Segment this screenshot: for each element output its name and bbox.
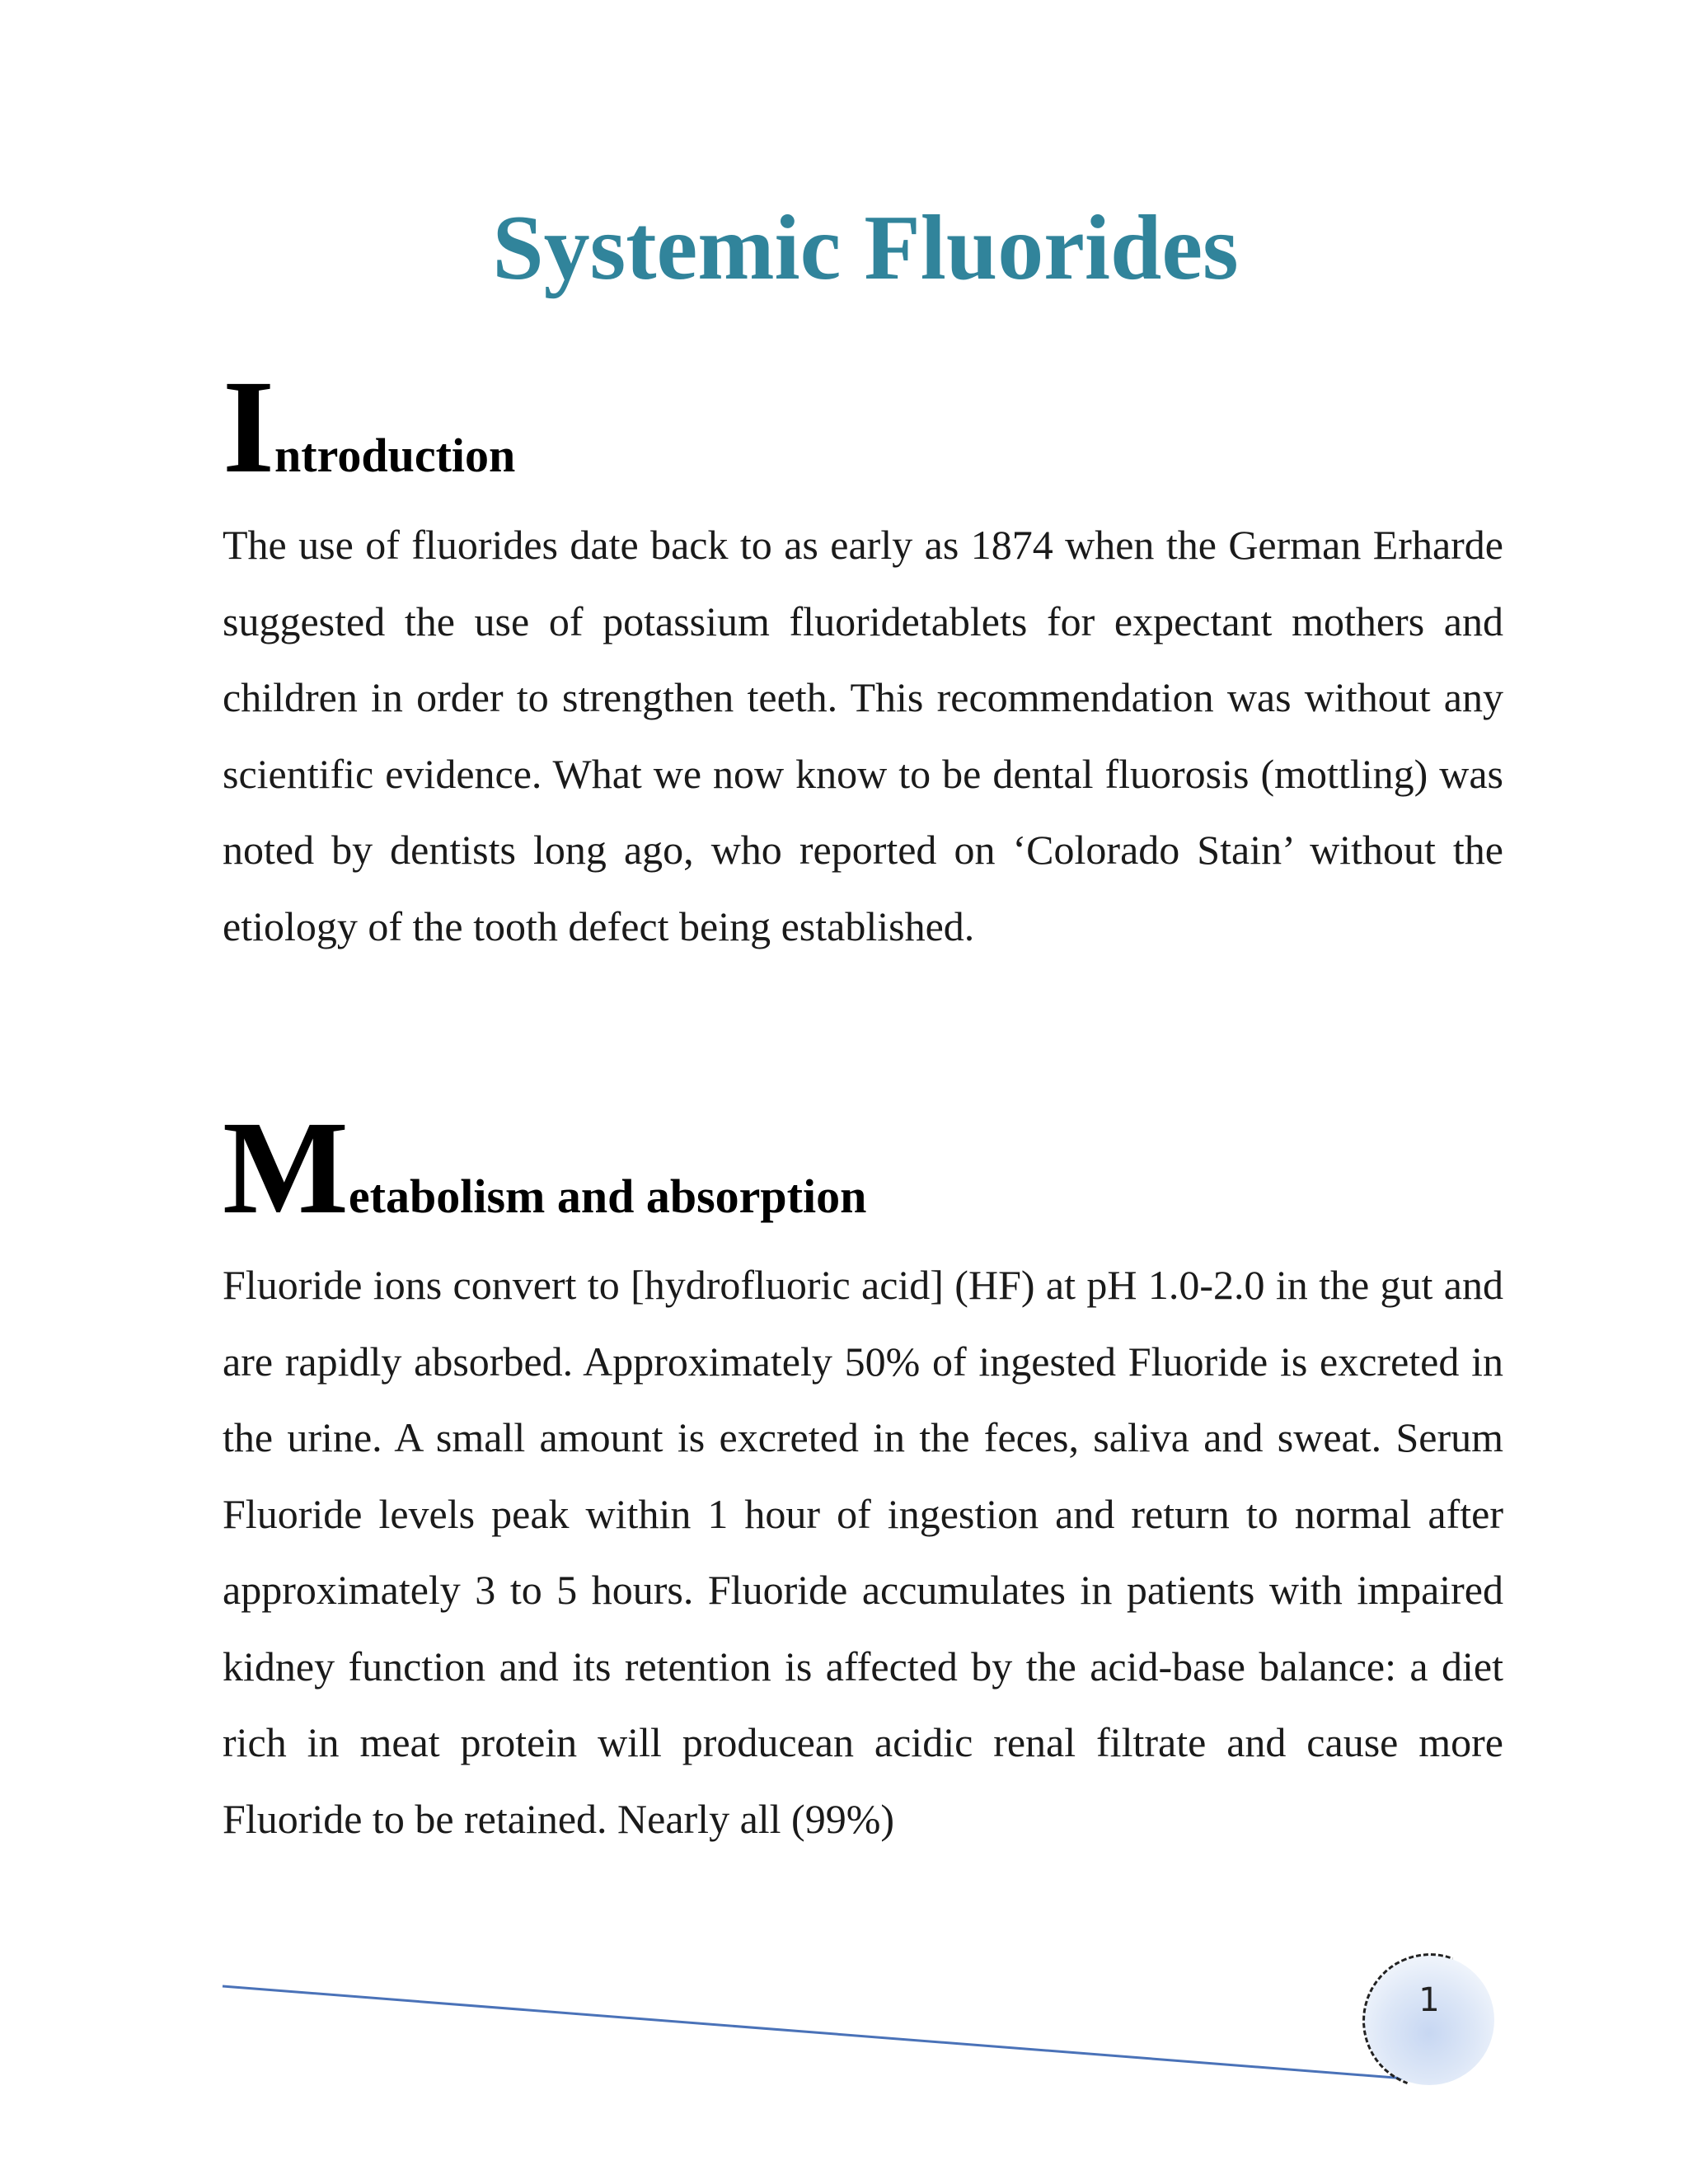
page-number-badge — [1364, 1955, 1494, 2085]
heading-initial: I — [223, 354, 275, 501]
page-title: Systemic Fluorides — [492, 197, 1239, 299]
page-number: 1 — [1418, 1981, 1440, 2019]
introduction-paragraph: The use of fluorides date back to as early as 1874 when the German Erharde suggested the use of potassium fluoridetablets for expectant mothers and children in order to strengthen teeth. This recommendation was without any scientific evidence. What we now know to be dental fluorosis (mottling) was noted by dentists long ago, who reported on ‘Colorado Stain’ without the etiology of the tooth defect being established. — [223, 522, 1503, 949]
heading-text: etabolism and absorption — [348, 1169, 867, 1223]
metabolism-paragraph: Fluoride ions convert to [hydrofluoric acid] (HF) at pH 1.0-2.0 in the gut and are rapidly absorbed. Approximately 50% of ingested Fluoride is excreted in the urine. A small amount is excreted in the feces, saliva and sweat. Serum Fluoride levels peak within 1 hour of ingestion and return to normal after approximately 3 to 5 hours. Fluoride accumulates in patients with impaired kidney function and its retention is affected by the acid-base balance: a diet rich in meat protein will producean acidic renal filtrate and cause more Fluoride to be retained. Nearly all (99%) — [223, 1262, 1503, 1842]
footer-divider-line — [223, 1986, 1405, 2079]
heading-text: ntroduction — [274, 429, 516, 482]
heading-initial: M — [223, 1094, 349, 1242]
